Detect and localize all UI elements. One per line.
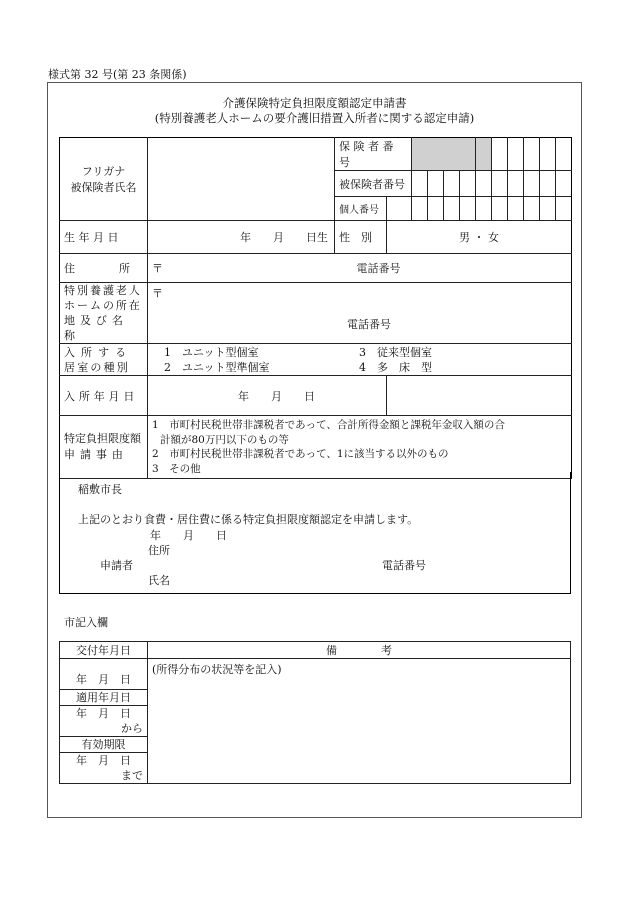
insured-number-digit[interactable]: [428, 171, 444, 197]
facility-label: [60, 283, 148, 344]
application-table: [59, 137, 572, 479]
reason-options[interactable]: [148, 416, 572, 479]
remarks-hint: (所得分布の状況等を記入): [152, 663, 282, 676]
birth-date-field[interactable]: 年 月 日生: [148, 221, 335, 254]
reason-option-1-cont: 計額が80万円以下のもの等: [160, 433, 289, 446]
declaration-statement: 上記のとおり食費・居住費に係る特定負担限度額認定を申請します。: [78, 513, 419, 526]
valid-period-field[interactable]: 年 月 日: [76, 754, 131, 767]
gender-label: 性 別: [335, 221, 387, 254]
form-title: 介護保険特定負担限度額認定申請書: [222, 96, 407, 110]
remarks-header: 備 考: [148, 642, 571, 659]
reason-option-2[interactable]: 2 市町村民税世帯非課税者であって、1に該当する以外のもの: [152, 448, 449, 460]
reason-option-3[interactable]: 3 その他: [152, 462, 201, 475]
address-phone-label: 電話番号: [356, 262, 401, 275]
personal-number-digit[interactable]: [476, 197, 492, 221]
personal-number-digit[interactable]: [524, 197, 540, 221]
personal-number-digit[interactable]: [460, 197, 476, 221]
applicant-address-label: 住所: [148, 544, 170, 557]
applicant-label: 申請者: [100, 559, 133, 572]
personal-number-digit[interactable]: [508, 197, 524, 221]
insured-number-digit[interactable]: [556, 171, 572, 197]
insured-number-digit[interactable]: [492, 171, 508, 197]
insured-number-digit[interactable]: [476, 171, 492, 197]
admission-blank: [387, 376, 572, 416]
valid-period-label: 有効期限: [60, 737, 147, 753]
applied-date-field[interactable]: 年 月 日: [76, 707, 131, 720]
facility-field[interactable]: [148, 283, 572, 344]
facility-label-line: 地及び名称: [64, 314, 128, 342]
insured-number-label: 被保険者番号: [335, 171, 412, 197]
reason-label: [60, 416, 148, 479]
applicant-name-label: 氏名: [148, 574, 170, 587]
form-number: 様式第 32 号(第 23 条関係): [48, 68, 187, 81]
insured-number-digit[interactable]: [524, 171, 540, 197]
applied-date-label: 適用年月日: [60, 690, 147, 706]
gender-field[interactable]: 男 ・ 女: [387, 221, 572, 254]
room-type-label-line: 入所する: [64, 345, 133, 359]
facility-phone-label: 電話番号: [347, 318, 391, 331]
furigana-label: フリガナ: [81, 165, 126, 178]
room-type-options[interactable]: [148, 344, 572, 376]
insured-name-label: 被保険者氏名: [70, 181, 137, 194]
postal-mark: 〒: [152, 262, 163, 275]
reason-label-line: 特定負担限度額: [64, 432, 141, 445]
insurer-number-label: 保 険 者 番 号: [335, 138, 412, 171]
remarks-field[interactable]: [148, 659, 571, 784]
insured-number-digit[interactable]: [460, 171, 476, 197]
facility-postal-mark: 〒: [152, 287, 163, 300]
until-label: まで: [121, 769, 143, 782]
personal-number-digit[interactable]: [387, 197, 412, 221]
insurer-number-digit[interactable]: [556, 138, 572, 171]
declaration-block: [59, 472, 571, 594]
personal-number-digit[interactable]: [428, 197, 444, 221]
city-section-heading: 市記入欄: [64, 616, 108, 629]
personal-number-label: 個人番号: [335, 197, 387, 221]
insured-number-digit[interactable]: [540, 171, 556, 197]
from-label: から: [60, 721, 147, 737]
personal-number-digit[interactable]: [444, 197, 460, 221]
room-type-label: [60, 344, 148, 376]
facility-label-line: 特別養護老人: [64, 284, 142, 297]
issue-date-header: 交付年月日: [60, 642, 148, 659]
insurer-number-digit[interactable]: [476, 138, 492, 171]
insurer-number-digit[interactable]: [492, 138, 508, 171]
personal-number-digit[interactable]: [412, 197, 428, 221]
addressee: 稲敷市長: [78, 483, 122, 496]
address-label: 住 所: [60, 254, 148, 283]
room-option-unit-semi-private[interactable]: 2 ユニット型準個室: [164, 360, 270, 374]
personal-number-digit[interactable]: [492, 197, 508, 221]
insured-name-field[interactable]: [148, 138, 335, 221]
city-entry-table: [59, 641, 571, 784]
room-type-label-line: 居室の種別: [64, 360, 130, 374]
declaration-date[interactable]: 年 月 日: [150, 529, 227, 542]
personal-number-digit[interactable]: [556, 197, 572, 221]
personal-number-digit[interactable]: [540, 197, 556, 221]
insured-number-digit[interactable]: [444, 171, 460, 197]
insurer-number-digit[interactable]: [540, 138, 556, 171]
form-subtitle: (特別養護老人ホームの要介護旧措置入所者に関する認定申請): [154, 111, 475, 125]
admission-date-field[interactable]: 年 月 日: [148, 376, 387, 416]
room-option-multi-bed[interactable]: 4 多 床 型: [359, 360, 432, 374]
reason-option-1[interactable]: 1 市町村民税世帯非課税者であって、合計所得金額と課税年金収入額の合: [152, 419, 505, 431]
insurer-number-digit[interactable]: [524, 138, 540, 171]
insurer-number-digit[interactable]: [508, 138, 524, 171]
address-field[interactable]: [148, 254, 572, 283]
facility-label-line: ホームの所在: [64, 299, 142, 312]
admission-date-label: 入所年月日: [60, 376, 148, 416]
room-option-conventional-private[interactable]: 3 従来型個室: [359, 345, 432, 359]
reason-label-line: 申請事由: [64, 448, 128, 461]
birth-date-label: 生 年 月 日: [60, 221, 148, 254]
issue-date-field[interactable]: 年 月 日: [60, 659, 147, 690]
insurer-number-field[interactable]: [412, 138, 476, 171]
name-label-cell: [60, 138, 148, 221]
insured-number-digit[interactable]: [508, 171, 524, 197]
dates-column: [60, 659, 148, 784]
room-option-unit-private[interactable]: 1 ユニット型個室: [164, 345, 259, 359]
applicant-phone-label: 電話番号: [382, 559, 426, 572]
insured-number-digit[interactable]: [412, 171, 428, 197]
